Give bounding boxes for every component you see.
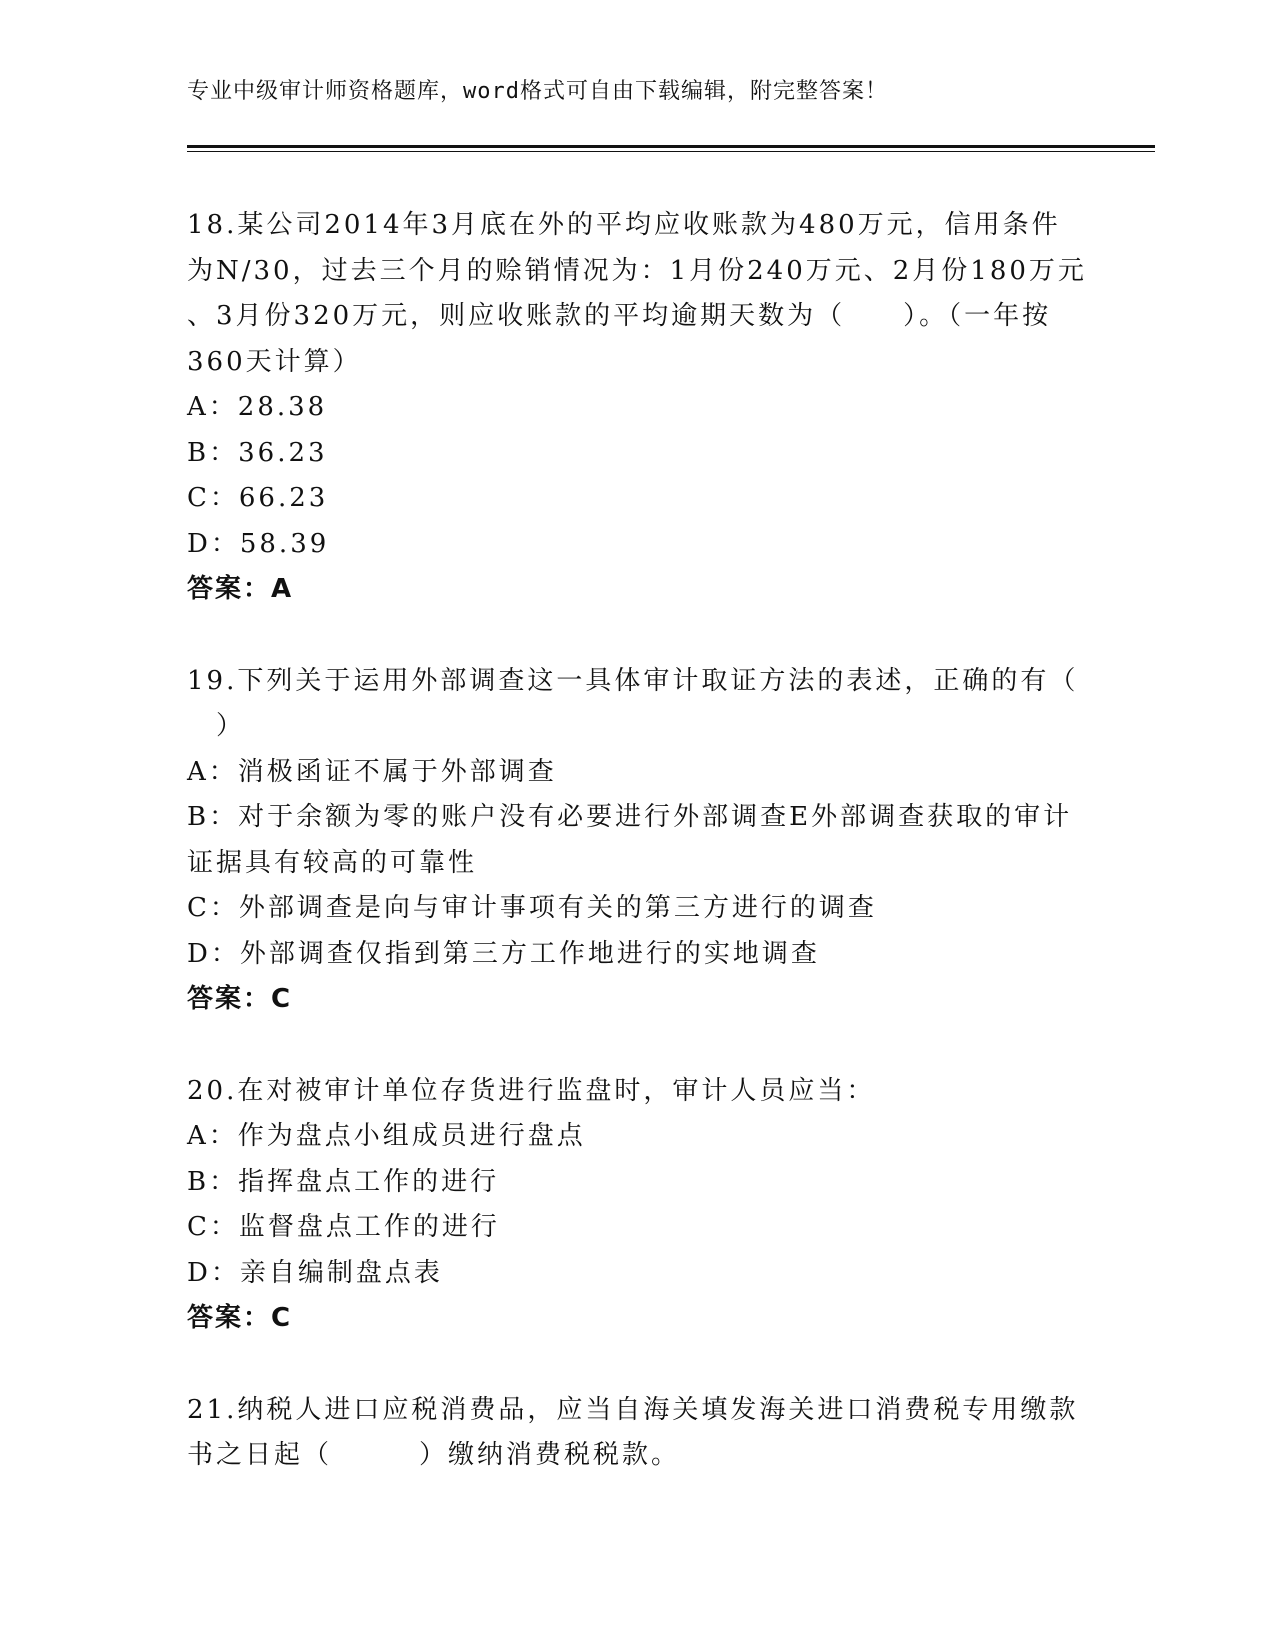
option-b: B：指挥盘点工作的进行 <box>187 1166 500 1197</box>
question-20 <box>187 1069 1087 1342</box>
question-18 <box>187 203 1087 613</box>
question-stem-line: 为N/30，过去三个月的赊销情况为：1月份240万元、2月份180万元 <box>187 255 1087 286</box>
option-a: A：28.38 <box>187 392 328 422</box>
header-divider-thick <box>187 145 1155 148</box>
answer-line: 答案：A <box>187 574 294 604</box>
question-stem-line: 、3月份320万元，则应收账款的平均逾期天数为（ ）。（一年按 <box>187 301 1052 331</box>
option-d: D：58.39 <box>187 528 330 559</box>
page-header: 专业中级审计师资格题库，word格式可自由下载编辑，附完整答案！ <box>187 79 888 104</box>
question-stem-line: 360天计算） <box>187 346 362 377</box>
option-d: D：外部调查仅指到第三方工作地进行的实地调查 <box>187 938 820 969</box>
option-b-continued: 证据具有较高的可靠性 <box>187 847 478 878</box>
question-stem-line: 书之日起（ ）缴纳消费税税款。 <box>187 1440 681 1470</box>
option-d: D：亲自编制盘点表 <box>187 1257 443 1288</box>
option-b: B：36.23 <box>187 437 328 468</box>
question-19 <box>187 659 1087 1023</box>
option-c: C：66.23 <box>187 483 329 513</box>
question-stem-line: ） <box>187 711 246 741</box>
answer-line: 答案：C <box>187 1303 293 1333</box>
question-21 <box>187 1388 1087 1479</box>
option-c: C：外部调查是向与审计事项有关的第三方进行的调查 <box>187 893 877 923</box>
header-divider-thin <box>187 151 1155 152</box>
option-c: C：监督盘点工作的进行 <box>187 1212 500 1242</box>
question-stem-line: 18.某公司2014年3月底在外的平均应收账款为480万元，信用条件 <box>187 210 1061 240</box>
question-list <box>187 203 1087 1525</box>
question-stem-line: 20.在对被审计单位存货进行监盘时，审计人员应当： <box>187 1075 876 1106</box>
option-b: B：对于余额为零的账户没有必要进行外部调查E外部调查获取的审计 <box>187 802 1073 832</box>
option-a: A：消极函证不属于外部调查 <box>187 756 557 787</box>
option-a: A：作为盘点小组成员进行盘点 <box>187 1121 586 1151</box>
answer-line: 答案：C <box>187 984 293 1014</box>
question-stem-line: 21.纳税人进口应税消费品，应当自海关填发海关进口消费税专用缴款 <box>187 1394 1079 1425</box>
question-stem-line: 19.下列关于运用外部调查这一具体审计取证方法的表述，正确的有（ <box>187 665 1079 696</box>
